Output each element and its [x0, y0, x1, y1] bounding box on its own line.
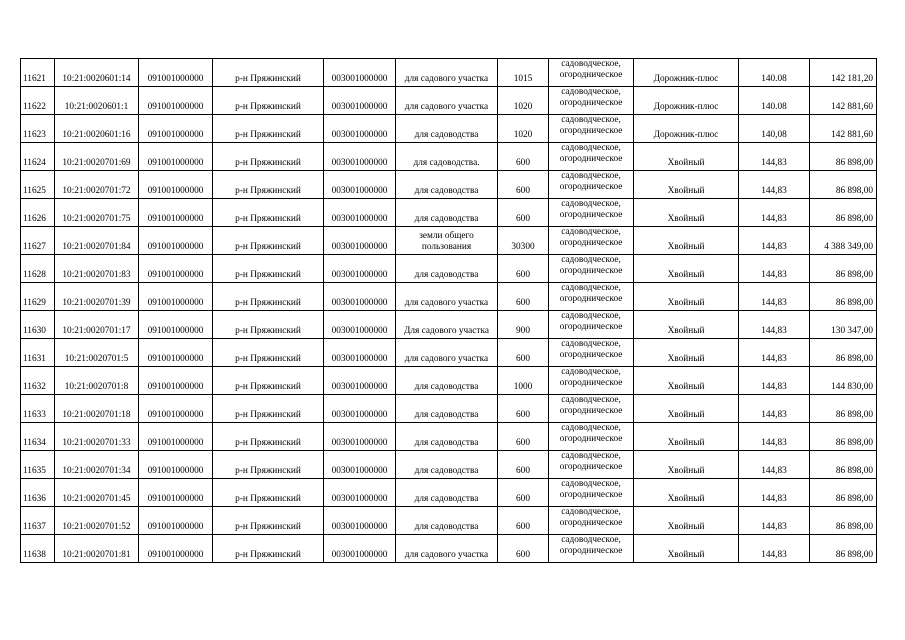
settlement: Хвойный [634, 255, 739, 283]
settlement: Хвойный [634, 479, 739, 507]
code-oktmo: 091001000000 [139, 535, 213, 563]
cadastral-value: 86 898,00 [810, 479, 877, 507]
table-row [21, 59, 877, 87]
land-category: садоводческое, огородническое [549, 59, 634, 87]
land-category: садоводческое, огородническое [549, 227, 634, 255]
code-kladr: 003001000000 [324, 87, 396, 115]
cadastral-number: 10:21:0020701:81 [55, 535, 139, 563]
specific-value: 140,08 [739, 115, 810, 143]
settlement: Хвойный [634, 535, 739, 563]
land-category: садоводческое, огородническое [549, 199, 634, 227]
code-kladr: 003001000000 [324, 171, 396, 199]
settlement: Хвойный [634, 227, 739, 255]
district: р-н Пряжинский [213, 199, 324, 227]
area: 600 [498, 283, 549, 311]
land-category: садоводческое, огородническое [549, 367, 634, 395]
row-number: 11628 [21, 255, 55, 283]
area: 600 [498, 451, 549, 479]
code-oktmo: 091001000000 [139, 311, 213, 339]
row-number: 11621 [21, 59, 55, 87]
table-row [21, 283, 877, 311]
code-oktmo: 091001000000 [139, 395, 213, 423]
land-category: садоводческое, огородническое [549, 171, 634, 199]
code-oktmo: 091001000000 [139, 171, 213, 199]
area: 1020 [498, 87, 549, 115]
table-row [21, 143, 877, 171]
code-oktmo: 091001000000 [139, 227, 213, 255]
cadastral-value: 86 898,00 [810, 171, 877, 199]
cadastral-value: 86 898,00 [810, 451, 877, 479]
settlement: Хвойный [634, 339, 739, 367]
code-oktmo: 091001000000 [139, 255, 213, 283]
code-oktmo: 091001000000 [139, 87, 213, 115]
permitted-use: земли общего пользования [396, 227, 498, 255]
cadastral-number: 10:21:0020601:1 [55, 87, 139, 115]
district: р-н Пряжинский [213, 59, 324, 87]
row-number: 11623 [21, 115, 55, 143]
specific-value: 144,83 [739, 283, 810, 311]
district: р-н Пряжинский [213, 311, 324, 339]
area: 600 [498, 423, 549, 451]
cadastral-number: 10:21:0020701:18 [55, 395, 139, 423]
permitted-use: для садоводства. [396, 143, 498, 171]
area: 600 [498, 255, 549, 283]
code-oktmo: 091001000000 [139, 479, 213, 507]
area: 1020 [498, 115, 549, 143]
specific-value: 144,83 [739, 227, 810, 255]
area: 900 [498, 311, 549, 339]
code-oktmo: 091001000000 [139, 339, 213, 367]
row-number: 11632 [21, 367, 55, 395]
district: р-н Пряжинский [213, 479, 324, 507]
code-oktmo: 091001000000 [139, 143, 213, 171]
cadastral-number: 10:21:0020701:17 [55, 311, 139, 339]
cadastral-value: 4 388 349,00 [810, 227, 877, 255]
row-number: 11635 [21, 451, 55, 479]
code-kladr: 003001000000 [324, 283, 396, 311]
row-number: 11625 [21, 171, 55, 199]
specific-value: 144,83 [739, 171, 810, 199]
table-row [21, 227, 877, 255]
table-row [21, 451, 877, 479]
code-oktmo: 091001000000 [139, 283, 213, 311]
land-category: садоводческое, огородническое [549, 255, 634, 283]
table-body [21, 59, 877, 563]
code-oktmo: 091001000000 [139, 423, 213, 451]
table-row [21, 367, 877, 395]
district: р-н Пряжинский [213, 535, 324, 563]
code-oktmo: 091001000000 [139, 367, 213, 395]
settlement: Хвойный [634, 311, 739, 339]
land-category: садоводческое, огородническое [549, 115, 634, 143]
cadastral-number: 10:21:0020701:45 [55, 479, 139, 507]
district: р-н Пряжинский [213, 87, 324, 115]
cadastral-value: 86 898,00 [810, 143, 877, 171]
code-kladr: 003001000000 [324, 367, 396, 395]
table-row [21, 479, 877, 507]
settlement: Дорожник-плюс [634, 115, 739, 143]
land-registry-table [20, 58, 877, 563]
cadastral-number: 10:21:0020601:16 [55, 115, 139, 143]
area: 600 [498, 395, 549, 423]
area: 1000 [498, 367, 549, 395]
permitted-use: для садоводства [396, 395, 498, 423]
row-number: 11634 [21, 423, 55, 451]
cadastral-value: 86 898,00 [810, 255, 877, 283]
cadastral-value: 86 898,00 [810, 283, 877, 311]
settlement: Хвойный [634, 395, 739, 423]
settlement: Дорожник-плюс [634, 87, 739, 115]
table-row [21, 423, 877, 451]
permitted-use: для садового участка [396, 59, 498, 87]
cadastral-value: 130 347,00 [810, 311, 877, 339]
specific-value: 144,83 [739, 535, 810, 563]
specific-value: 144,83 [739, 255, 810, 283]
specific-value: 144,83 [739, 199, 810, 227]
cadastral-number: 10:21:0020701:5 [55, 339, 139, 367]
permitted-use: для садового участка [396, 87, 498, 115]
district: р-н Пряжинский [213, 171, 324, 199]
code-kladr: 003001000000 [324, 227, 396, 255]
row-number: 11624 [21, 143, 55, 171]
row-number: 11638 [21, 535, 55, 563]
permitted-use: Для садового участка [396, 311, 498, 339]
cadastral-number: 10:21:0020701:8 [55, 367, 139, 395]
cadastral-value: 86 898,00 [810, 199, 877, 227]
code-kladr: 003001000000 [324, 535, 396, 563]
land-category: садоводческое, огородническое [549, 507, 634, 535]
permitted-use: для садового участка [396, 283, 498, 311]
specific-value: 144,83 [739, 395, 810, 423]
row-number: 11631 [21, 339, 55, 367]
district: р-н Пряжинский [213, 507, 324, 535]
row-number: 11622 [21, 87, 55, 115]
cadastral-number: 10:21:0020701:69 [55, 143, 139, 171]
area: 1015 [498, 59, 549, 87]
specific-value: 144,83 [739, 339, 810, 367]
code-kladr: 003001000000 [324, 311, 396, 339]
permitted-use: для садоводства [396, 171, 498, 199]
row-number: 11637 [21, 507, 55, 535]
settlement: Хвойный [634, 507, 739, 535]
cadastral-value: 142 881,60 [810, 87, 877, 115]
district: р-н Пряжинский [213, 367, 324, 395]
permitted-use: для садоводства [396, 423, 498, 451]
cadastral-value: 144 830,00 [810, 367, 877, 395]
permitted-use: для садоводства [396, 115, 498, 143]
land-category: садоводческое, огородническое [549, 395, 634, 423]
code-kladr: 003001000000 [324, 339, 396, 367]
area: 600 [498, 199, 549, 227]
district: р-н Пряжинский [213, 395, 324, 423]
land-category: садоводческое, огородническое [549, 451, 634, 479]
settlement: Хвойный [634, 423, 739, 451]
code-kladr: 003001000000 [324, 479, 396, 507]
area: 30300 [498, 227, 549, 255]
land-category: садоводческое, огородническое [549, 339, 634, 367]
table-row [21, 395, 877, 423]
cadastral-value: 86 898,00 [810, 507, 877, 535]
settlement: Хвойный [634, 199, 739, 227]
cadastral-number: 10:21:0020701:84 [55, 227, 139, 255]
code-kladr: 003001000000 [324, 451, 396, 479]
land-category: садоводческое, огородническое [549, 479, 634, 507]
row-number: 11626 [21, 199, 55, 227]
land-category: садоводческое, огородническое [549, 535, 634, 563]
code-oktmo: 091001000000 [139, 115, 213, 143]
land-category: садоводческое, огородническое [549, 423, 634, 451]
code-kladr: 003001000000 [324, 115, 396, 143]
district: р-н Пряжинский [213, 115, 324, 143]
specific-value: 144,83 [739, 507, 810, 535]
district: р-н Пряжинский [213, 143, 324, 171]
row-number: 11636 [21, 479, 55, 507]
area: 600 [498, 171, 549, 199]
specific-value: 144,83 [739, 479, 810, 507]
code-kladr: 003001000000 [324, 143, 396, 171]
area: 600 [498, 143, 549, 171]
table-row [21, 171, 877, 199]
table-row [21, 199, 877, 227]
cadastral-value: 142 881,60 [810, 115, 877, 143]
permitted-use: для садового участка [396, 535, 498, 563]
code-kladr: 003001000000 [324, 59, 396, 87]
code-oktmo: 091001000000 [139, 199, 213, 227]
permitted-use: для садоводства [396, 451, 498, 479]
cadastral-number: 10:21:0020701:39 [55, 283, 139, 311]
permitted-use: для садоводства [396, 255, 498, 283]
row-number: 11630 [21, 311, 55, 339]
code-kladr: 003001000000 [324, 423, 396, 451]
code-kladr: 003001000000 [324, 395, 396, 423]
cadastral-value: 86 898,00 [810, 535, 877, 563]
table-row [21, 255, 877, 283]
cadastral-value: 86 898,00 [810, 339, 877, 367]
table-row [21, 87, 877, 115]
land-category: садоводческое, огородническое [549, 283, 634, 311]
code-kladr: 003001000000 [324, 507, 396, 535]
cadastral-number: 10:21:0020601:14 [55, 59, 139, 87]
cadastral-number: 10:21:0020701:72 [55, 171, 139, 199]
settlement: Хвойный [634, 367, 739, 395]
area: 600 [498, 507, 549, 535]
cadastral-value: 86 898,00 [810, 423, 877, 451]
district: р-н Пряжинский [213, 255, 324, 283]
settlement: Хвойный [634, 143, 739, 171]
specific-value: 140.08 [739, 87, 810, 115]
permitted-use: для садоводства [396, 199, 498, 227]
table-row [21, 507, 877, 535]
code-oktmo: 091001000000 [139, 451, 213, 479]
code-oktmo: 091001000000 [139, 507, 213, 535]
settlement: Хвойный [634, 171, 739, 199]
settlement: Дорожник-плюс [634, 59, 739, 87]
permitted-use: для садоводства [396, 507, 498, 535]
code-kladr: 003001000000 [324, 255, 396, 283]
cadastral-number: 10:21:0020701:33 [55, 423, 139, 451]
table-row [21, 115, 877, 143]
district: р-н Пряжинский [213, 339, 324, 367]
permitted-use: для садоводства [396, 479, 498, 507]
specific-value: 144,83 [739, 143, 810, 171]
row-number: 11633 [21, 395, 55, 423]
specific-value: 144,83 [739, 367, 810, 395]
cadastral-number: 10:21:0020701:75 [55, 199, 139, 227]
land-category: садоводческое, огородническое [549, 311, 634, 339]
specific-value: 144,83 [739, 451, 810, 479]
code-oktmo: 091001000000 [139, 59, 213, 87]
permitted-use: для садоводства [396, 367, 498, 395]
specific-value: 144,83 [739, 311, 810, 339]
row-number: 11629 [21, 283, 55, 311]
settlement: Хвойный [634, 451, 739, 479]
cadastral-number: 10:21:0020701:83 [55, 255, 139, 283]
cadastral-number: 10:21:0020701:52 [55, 507, 139, 535]
area: 600 [498, 339, 549, 367]
specific-value: 144,83 [739, 423, 810, 451]
land-category: садоводческое, огородническое [549, 143, 634, 171]
permitted-use: для садового участка [396, 339, 498, 367]
cadastral-value: 142 181,20 [810, 59, 877, 87]
district: р-н Пряжинский [213, 283, 324, 311]
code-kladr: 003001000000 [324, 199, 396, 227]
land-category: садоводческое, огородническое [549, 87, 634, 115]
district: р-н Пряжинский [213, 227, 324, 255]
district: р-н Пряжинский [213, 423, 324, 451]
table-row [21, 311, 877, 339]
specific-value: 140.08 [739, 59, 810, 87]
table-row [21, 535, 877, 563]
row-number: 11627 [21, 227, 55, 255]
area: 600 [498, 479, 549, 507]
settlement: Хвойный [634, 283, 739, 311]
area: 600 [498, 535, 549, 563]
table-row [21, 339, 877, 367]
cadastral-number: 10:21:0020701:34 [55, 451, 139, 479]
cadastral-value: 86 898,00 [810, 395, 877, 423]
district: р-н Пряжинский [213, 451, 324, 479]
